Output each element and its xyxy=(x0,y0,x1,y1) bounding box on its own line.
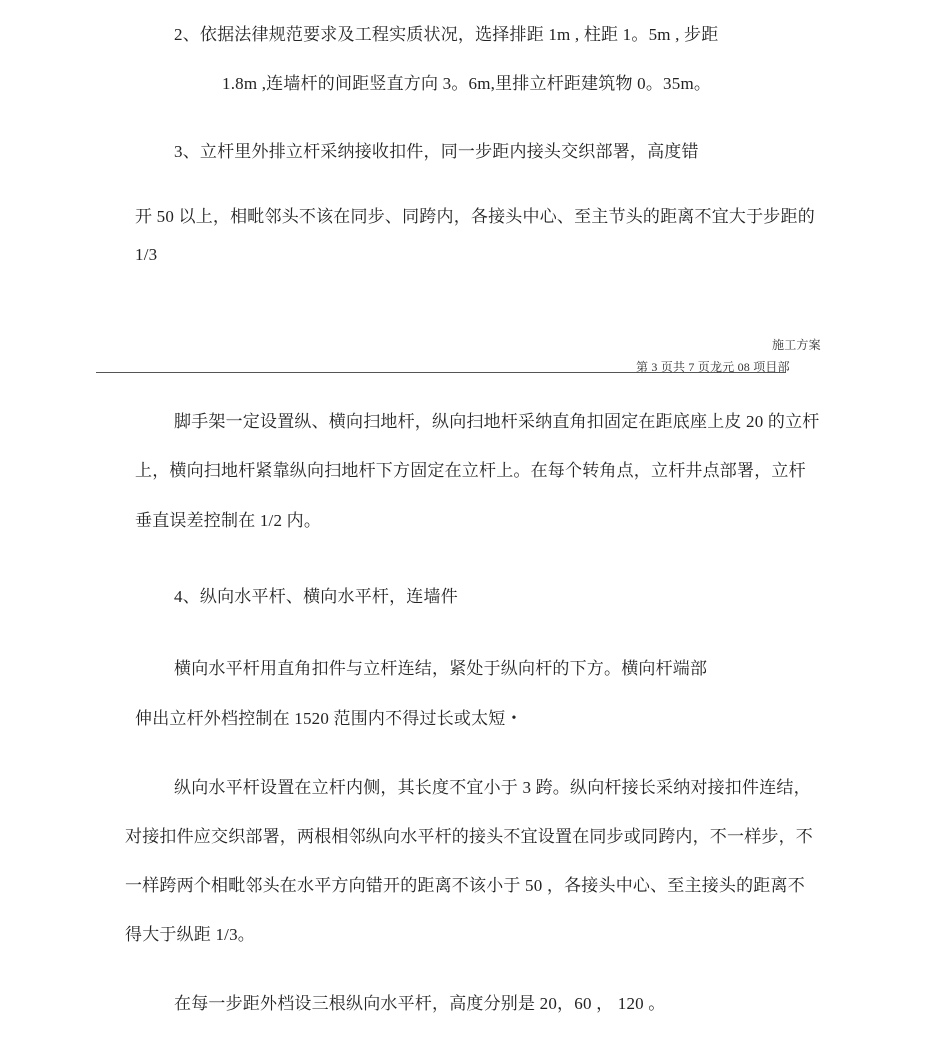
paragraph-line: 垂直误差控制在 1/2 内。 xyxy=(135,511,322,530)
paragraph-line: 1/3 xyxy=(135,245,158,264)
paragraph-line: 脚手架一定设置纵、横向扫地杆，纵向扫地杆采纳直角扣固定在距底座上皮 20 的立杆 xyxy=(174,412,820,431)
page-header-title: 施工方案 xyxy=(772,338,821,352)
paragraph-line: 2、依据法律规范要求及工程实质状况，选择排距 1m , 柱距 1。5m , 步距 xyxy=(174,25,719,44)
section-heading: 4、纵向水平杆、横向水平杆，连墙件 xyxy=(174,587,458,606)
paragraph-line: 1.8m ,连墙杆的间距竖直方向 3。6m,里排立杆距建筑物 0。35m。 xyxy=(222,74,712,93)
bullet-dot: • xyxy=(511,711,517,726)
paragraph-text: 伸出立杆外档控制在 1520 范围内不得过长或太短 xyxy=(135,709,506,728)
paragraph-line: 得大于纵距 1/3。 xyxy=(125,925,255,944)
paragraph-line: 横向水平杆用直角扣件与立杆连结，紧处于纵向杆的下方。横向杆端部 xyxy=(174,659,708,678)
page-header-info: 第 3 页共 7 页龙元 08 项目部 xyxy=(636,360,790,374)
paragraph-line: 开 50 以上，相毗邻头不该在同步、同跨内，各接头中心、至主节头的距离不宜大于步距的 xyxy=(135,207,815,226)
header-divider xyxy=(96,372,786,373)
paragraph-line: 一样跨两个相毗邻头在水平方向错开的距离不该小于 50 ，各接头中心、至主接头的距离不 xyxy=(125,876,805,895)
paragraph-line xyxy=(135,708,517,730)
paragraph-line: 在每一步距外档设三根纵向水平杆，高度分别是 20，60 ， 120 。 xyxy=(174,994,666,1013)
paragraph-line: 3、立杆里外排立杆采纳接收扣件，同一步距内接头交织部署，高度错 xyxy=(174,142,699,161)
paragraph-line: 上，横向扫地杆紧靠纵向扫地杆下方固定在立杆上。在每个转角点，立杆井点部署，立杆 xyxy=(135,461,806,480)
paragraph-line: 纵向水平杆设置在立杆内侧，其长度不宜小于 3 跨。纵向杆接长采纳对接扣件连结， xyxy=(174,778,811,797)
paragraph-line: 对接扣件应交织部署，两根相邻纵向水平杆的接头不宜设置在同步或同跨内，不一样步，不 xyxy=(125,827,813,846)
